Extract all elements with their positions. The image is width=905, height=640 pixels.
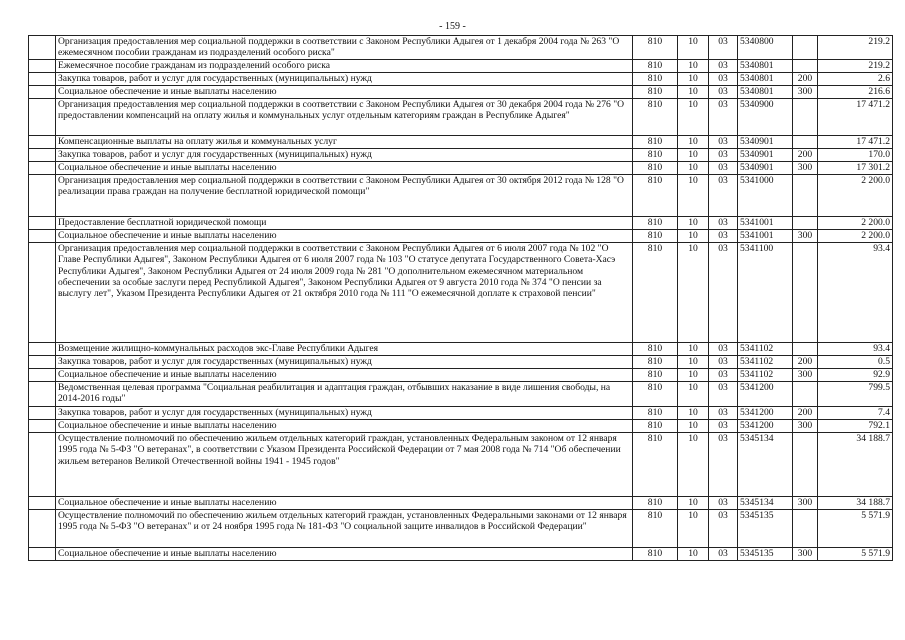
subsection-code: 03 bbox=[709, 548, 738, 561]
table-row bbox=[29, 356, 893, 369]
subsection-code: 03 bbox=[709, 230, 738, 243]
section-code: 10 bbox=[678, 99, 709, 136]
amount: 219.2 bbox=[818, 60, 893, 73]
ministry-code: 810 bbox=[633, 356, 678, 369]
target-article-code: 5340901 bbox=[738, 136, 793, 149]
row-name: Осуществление полномочий по обеспечению жильем отдельных категорий граждан, установленных Федеральным законом от 12 января 1995 года № 5-ФЗ "О ветеранах", в соответствии с Указом Президента Российской Федерации от 7 мая 2008 года № 714 "Об обеспечении жильем ветеранов Великой Отечественной войны 1941 - 1945 годов" bbox=[56, 433, 633, 497]
ministry-code: 810 bbox=[633, 60, 678, 73]
target-article-code: 5340901 bbox=[738, 149, 793, 162]
expense-type-code bbox=[793, 217, 818, 230]
ministry-code: 810 bbox=[633, 420, 678, 433]
section-code: 10 bbox=[678, 407, 709, 420]
subsection-code: 03 bbox=[709, 217, 738, 230]
table-row bbox=[29, 497, 893, 510]
ministry-code: 810 bbox=[633, 343, 678, 356]
amount: 2.6 bbox=[818, 73, 893, 86]
row-name: Социальное обеспечение и иные выплаты населению bbox=[56, 420, 633, 433]
subsection-code: 03 bbox=[709, 369, 738, 382]
table-row bbox=[29, 86, 893, 99]
row-name: Организация предоставления мер социальной поддержки в соответствии с Законом Республики Адыгея от 30 октября 2012 года № 128 "О реализации права граждан на получение бесплатной юридической помощи" bbox=[56, 175, 633, 217]
section-code: 10 bbox=[678, 136, 709, 149]
target-article-code: 5340800 bbox=[738, 36, 793, 60]
section-code: 10 bbox=[678, 175, 709, 217]
section-code: 10 bbox=[678, 60, 709, 73]
row-name: Организация предоставления мер социальной поддержки в соответствии с Законом Республики Адыгея от 6 июля 2007 года № 102 "О Главе Республики Адыгея", Законом Республики Адыгея от 6 июля 2007 года № 103 "О статусе депутата Государственного Совета-Хасэ Республики Адыгея", Законом Республики Адыгея от 24 июля 2009 года № 281 "О дополнительном ежемесячном материальном обеспечении за особые заслуги перед Республикой Адыгея", Законом Республики Адыгея от 9 августа 2010 года № 374 "О пенсии за выслугу лет", Указом Президента Республики Адыгея от 21 октября 2010 года № 111 "О ежемесячной доплате к страховой пенсии" bbox=[56, 243, 633, 343]
amount: 92.9 bbox=[818, 369, 893, 382]
row-name: Закупка товаров, работ и услуг для государственных (муниципальных) нужд bbox=[56, 407, 633, 420]
subsection-code: 03 bbox=[709, 99, 738, 136]
target-article-code: 5340801 bbox=[738, 60, 793, 73]
row-name: Социальное обеспечение и иные выплаты населению bbox=[56, 369, 633, 382]
target-article-code: 5341001 bbox=[738, 217, 793, 230]
ministry-code: 810 bbox=[633, 382, 678, 407]
ministry-code: 810 bbox=[633, 36, 678, 60]
row-margin-cell bbox=[29, 382, 56, 407]
amount: 2 200.0 bbox=[818, 217, 893, 230]
expense-type-code: 300 bbox=[793, 497, 818, 510]
expense-type-code: 300 bbox=[793, 420, 818, 433]
table-row bbox=[29, 60, 893, 73]
amount: 0.5 bbox=[818, 356, 893, 369]
row-margin-cell bbox=[29, 86, 56, 99]
expense-type-code: 200 bbox=[793, 73, 818, 86]
expense-type-code: 300 bbox=[793, 162, 818, 175]
table-row bbox=[29, 36, 893, 60]
row-margin-cell bbox=[29, 497, 56, 510]
amount: 17 471.2 bbox=[818, 136, 893, 149]
expense-type-code bbox=[793, 433, 818, 497]
section-code: 10 bbox=[678, 217, 709, 230]
expense-type-code: 300 bbox=[793, 230, 818, 243]
page-number: - 159 - bbox=[439, 21, 466, 32]
row-name: Социальное обеспечение и иные выплаты населению bbox=[56, 230, 633, 243]
table-row bbox=[29, 433, 893, 497]
amount: 216.6 bbox=[818, 86, 893, 99]
expense-type-code bbox=[793, 343, 818, 356]
section-code: 10 bbox=[678, 243, 709, 343]
row-name: Закупка товаров, работ и услуг для государственных (муниципальных) нужд bbox=[56, 356, 633, 369]
amount: 219.2 bbox=[818, 36, 893, 60]
row-name: Социальное обеспечение и иные выплаты населению bbox=[56, 86, 633, 99]
section-code: 10 bbox=[678, 382, 709, 407]
table-row bbox=[29, 217, 893, 230]
amount: 93.4 bbox=[818, 343, 893, 356]
row-margin-cell bbox=[29, 149, 56, 162]
table-row bbox=[29, 136, 893, 149]
table-row bbox=[29, 343, 893, 356]
section-code: 10 bbox=[678, 510, 709, 548]
subsection-code: 03 bbox=[709, 407, 738, 420]
row-name: Возмещение жилищно-коммунальных расходов экс-Главе Республики Адыгея bbox=[56, 343, 633, 356]
table-row bbox=[29, 99, 893, 136]
target-article-code: 5341200 bbox=[738, 407, 793, 420]
target-article-code: 5341200 bbox=[738, 382, 793, 407]
target-article-code: 5341102 bbox=[738, 343, 793, 356]
section-code: 10 bbox=[678, 343, 709, 356]
expense-type-code: 300 bbox=[793, 86, 818, 99]
amount: 93.4 bbox=[818, 243, 893, 343]
row-name: Ежемесячное пособие гражданам из подразделений особого риска bbox=[56, 60, 633, 73]
target-article-code: 5340801 bbox=[738, 73, 793, 86]
row-margin-cell bbox=[29, 433, 56, 497]
row-margin-cell bbox=[29, 136, 56, 149]
amount: 5 571.9 bbox=[818, 510, 893, 548]
ministry-code: 810 bbox=[633, 407, 678, 420]
table-row bbox=[29, 149, 893, 162]
table-row bbox=[29, 407, 893, 420]
amount: 2 200.0 bbox=[818, 230, 893, 243]
row-margin-cell bbox=[29, 356, 56, 369]
amount: 5 571.9 bbox=[818, 548, 893, 561]
target-article-code: 5341200 bbox=[738, 420, 793, 433]
amount: 792.1 bbox=[818, 420, 893, 433]
ministry-code: 810 bbox=[633, 230, 678, 243]
table-row bbox=[29, 420, 893, 433]
subsection-code: 03 bbox=[709, 433, 738, 497]
ministry-code: 810 bbox=[633, 217, 678, 230]
subsection-code: 03 bbox=[709, 36, 738, 60]
section-code: 10 bbox=[678, 36, 709, 60]
amount: 34 188.7 bbox=[818, 433, 893, 497]
table-row bbox=[29, 162, 893, 175]
subsection-code: 03 bbox=[709, 382, 738, 407]
row-margin-cell bbox=[29, 73, 56, 86]
row-margin-cell bbox=[29, 369, 56, 382]
expense-type-code bbox=[793, 136, 818, 149]
row-name: Предоставление бесплатной юридической помощи bbox=[56, 217, 633, 230]
amount: 34 188.7 bbox=[818, 497, 893, 510]
ministry-code: 810 bbox=[633, 369, 678, 382]
row-margin-cell bbox=[29, 548, 56, 561]
expense-type-code bbox=[793, 382, 818, 407]
ministry-code: 810 bbox=[633, 175, 678, 217]
subsection-code: 03 bbox=[709, 60, 738, 73]
section-code: 10 bbox=[678, 230, 709, 243]
table-row bbox=[29, 175, 893, 217]
section-code: 10 bbox=[678, 356, 709, 369]
row-margin-cell bbox=[29, 510, 56, 548]
subsection-code: 03 bbox=[709, 86, 738, 99]
subsection-code: 03 bbox=[709, 136, 738, 149]
row-name: Организация предоставления мер социальной поддержки в соответствии с Законом Республики Адыгея от 30 декабря 2004 года № 276 "О предоставлении компенсаций на оплату жилья и коммунальных услуг отдельным категориям граждан в Республике Адыгея" bbox=[56, 99, 633, 136]
subsection-code: 03 bbox=[709, 175, 738, 217]
target-article-code: 5341001 bbox=[738, 230, 793, 243]
row-name: Социальное обеспечение и иные выплаты населению bbox=[56, 162, 633, 175]
table-row bbox=[29, 382, 893, 407]
target-article-code: 5340801 bbox=[738, 86, 793, 99]
expense-type-code: 300 bbox=[793, 548, 818, 561]
expense-type-code bbox=[793, 36, 818, 60]
subsection-code: 03 bbox=[709, 73, 738, 86]
expense-type-code: 200 bbox=[793, 407, 818, 420]
amount: 17 471.2 bbox=[818, 99, 893, 136]
expense-type-code bbox=[793, 510, 818, 548]
row-name: Осуществление полномочий по обеспечению жильем отдельных категорий граждан, установленных Федеральными законами от 12 января 1995 года № 5-ФЗ "О ветеранах" и от 24 ноября 1995 года № 181-ФЗ "О социальной защите инвалидов в Российской Федерации" bbox=[56, 510, 633, 548]
row-name: Закупка товаров, работ и услуг для государственных (муниципальных) нужд bbox=[56, 149, 633, 162]
target-article-code: 5340901 bbox=[738, 162, 793, 175]
subsection-code: 03 bbox=[709, 497, 738, 510]
row-margin-cell bbox=[29, 217, 56, 230]
ministry-code: 810 bbox=[633, 136, 678, 149]
expense-type-code bbox=[793, 175, 818, 217]
amount: 2 200.0 bbox=[818, 175, 893, 217]
table-row bbox=[29, 548, 893, 561]
row-name: Организация предоставления мер социальной поддержки в соответствии с Законом Республики Адыгея от 1 декабря 2004 года № 263 "О ежемесячном пособии гражданам из подразделений особого риска" bbox=[56, 36, 633, 60]
table-row bbox=[29, 73, 893, 86]
ministry-code: 810 bbox=[633, 86, 678, 99]
table-row bbox=[29, 243, 893, 343]
budget-table-body bbox=[29, 36, 893, 561]
subsection-code: 03 bbox=[709, 149, 738, 162]
amount: 17 301.2 bbox=[818, 162, 893, 175]
target-article-code: 5341100 bbox=[738, 243, 793, 343]
row-margin-cell bbox=[29, 60, 56, 73]
expense-type-code: 300 bbox=[793, 369, 818, 382]
subsection-code: 03 bbox=[709, 356, 738, 369]
row-margin-cell bbox=[29, 407, 56, 420]
subsection-code: 03 bbox=[709, 243, 738, 343]
ministry-code: 810 bbox=[633, 510, 678, 548]
subsection-code: 03 bbox=[709, 510, 738, 548]
row-name: Компенсационные выплаты на оплату жилья и коммунальных услуг bbox=[56, 136, 633, 149]
row-margin-cell bbox=[29, 162, 56, 175]
expense-type-code bbox=[793, 99, 818, 136]
target-article-code: 5341102 bbox=[738, 369, 793, 382]
subsection-code: 03 bbox=[709, 162, 738, 175]
row-margin-cell bbox=[29, 343, 56, 356]
target-article-code: 5345135 bbox=[738, 548, 793, 561]
target-article-code: 5341102 bbox=[738, 356, 793, 369]
section-code: 10 bbox=[678, 149, 709, 162]
row-margin-cell bbox=[29, 36, 56, 60]
amount: 7.4 bbox=[818, 407, 893, 420]
section-code: 10 bbox=[678, 86, 709, 99]
table-row bbox=[29, 230, 893, 243]
ministry-code: 810 bbox=[633, 99, 678, 136]
ministry-code: 810 bbox=[633, 497, 678, 510]
row-name: Социальное обеспечение и иные выплаты населению bbox=[56, 497, 633, 510]
row-margin-cell bbox=[29, 175, 56, 217]
section-code: 10 bbox=[678, 548, 709, 561]
target-article-code: 5345134 bbox=[738, 433, 793, 497]
row-name: Социальное обеспечение и иные выплаты населению bbox=[56, 548, 633, 561]
expense-type-code: 200 bbox=[793, 149, 818, 162]
subsection-code: 03 bbox=[709, 420, 738, 433]
ministry-code: 810 bbox=[633, 433, 678, 497]
row-margin-cell bbox=[29, 230, 56, 243]
ministry-code: 810 bbox=[633, 162, 678, 175]
budget-table bbox=[28, 35, 893, 561]
ministry-code: 810 bbox=[633, 548, 678, 561]
row-margin-cell bbox=[29, 243, 56, 343]
target-article-code: 5341000 bbox=[738, 175, 793, 217]
row-name: Закупка товаров, работ и услуг для государственных (муниципальных) нужд bbox=[56, 73, 633, 86]
row-margin-cell bbox=[29, 99, 56, 136]
amount: 799.5 bbox=[818, 382, 893, 407]
subsection-code: 03 bbox=[709, 343, 738, 356]
section-code: 10 bbox=[678, 420, 709, 433]
section-code: 10 bbox=[678, 433, 709, 497]
section-code: 10 bbox=[678, 497, 709, 510]
table-row bbox=[29, 369, 893, 382]
ministry-code: 810 bbox=[633, 73, 678, 86]
target-article-code: 5345135 bbox=[738, 510, 793, 548]
ministry-code: 810 bbox=[633, 149, 678, 162]
section-code: 10 bbox=[678, 369, 709, 382]
expense-type-code bbox=[793, 243, 818, 343]
amount: 170.0 bbox=[818, 149, 893, 162]
section-code: 10 bbox=[678, 162, 709, 175]
expense-type-code bbox=[793, 60, 818, 73]
expense-type-code: 200 bbox=[793, 356, 818, 369]
row-margin-cell bbox=[29, 420, 56, 433]
row-name: Ведомственная целевая программа "Социальная реабилитация и адаптация граждан, отбывших наказание в виде лишения свободы, на 2014-2016 годы" bbox=[56, 382, 633, 407]
target-article-code: 5340900 bbox=[738, 99, 793, 136]
section-code: 10 bbox=[678, 73, 709, 86]
table-row bbox=[29, 510, 893, 548]
target-article-code: 5345134 bbox=[738, 497, 793, 510]
ministry-code: 810 bbox=[633, 243, 678, 343]
